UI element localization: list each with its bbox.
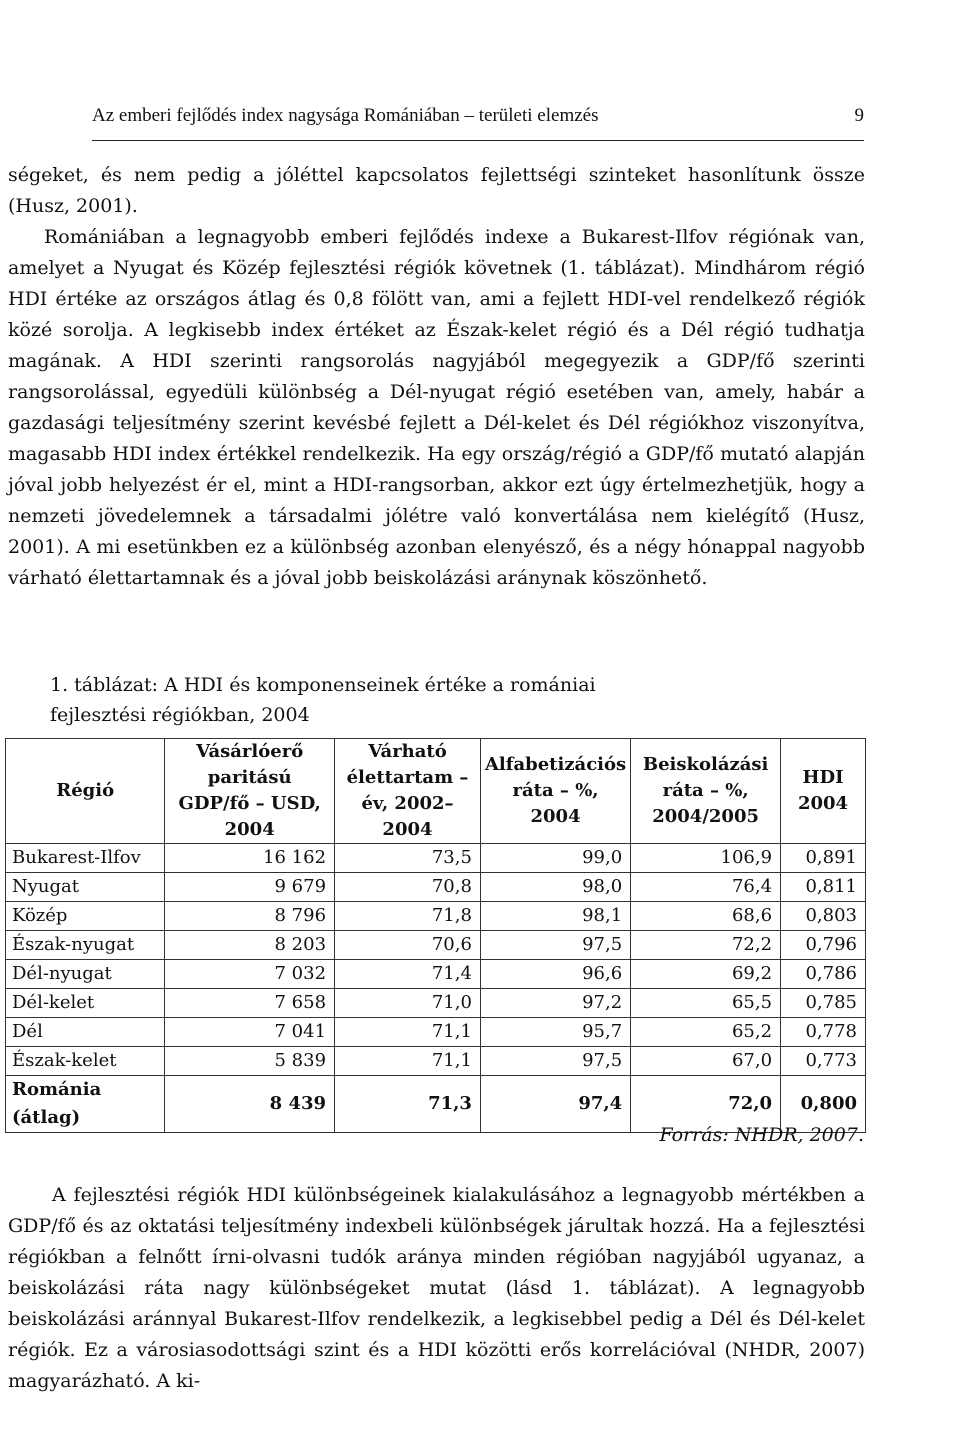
header-hdi: HDI 2004	[781, 739, 866, 844]
header-literacy: Alfabetizációs ráta – %, 2004	[480, 739, 630, 844]
cell-literacy: 97,5	[480, 931, 630, 960]
cell-hdi: 0,786	[781, 960, 866, 989]
paragraph-2-text: A fejlesztési régiók HDI különbségeinek kialakulásához a legnagyobb mértékben a GDP/fő és az oktatási teljesítmény indexbeli különbségek járultak hozzá. Ha a fejlesztési régiókban a felnőtt írni-olvasni tudók aránya minden régióban nagyjából ugyanaz, a beiskolázási ráta nagy különbségeket mutat (lásd 1. táblázat). A legnagyobb beiskolázási aránnyal Bukarest-Ilfov rendelkezik, a legkisebbel pedig a Dél és Dél-kelet régiók. Ez a városiasodottsági szint és a HDI közötti erős korrelációval (NHDR, 2007) magyarázható. A ki-	[8, 1184, 865, 1392]
cell-life: 71,1	[335, 1018, 481, 1047]
cell-enrolment: 72,2	[631, 931, 781, 960]
page-number: 9	[854, 105, 864, 126]
header-rule	[92, 140, 864, 141]
table-caption	[50, 670, 750, 730]
cell-region: Románia (átlag)	[6, 1076, 165, 1133]
paragraph-1-continuation: ségeket, és nem pedig a jóléttel kapcsolatos fejlettségi szinteket hasonlítunk össze (Husz, 2001).	[8, 164, 865, 217]
cell-literacy: 97,5	[480, 1047, 630, 1076]
cell-life: 71,4	[335, 960, 481, 989]
cell-gdp: 8 203	[165, 931, 335, 960]
table-caption-line-1: 1. táblázat: A HDI és komponenseinek értéke a romániai	[50, 674, 596, 696]
cell-region: Dél-kelet	[6, 989, 165, 1018]
cell-gdp: 8 439	[165, 1076, 335, 1133]
cell-gdp: 5 839	[165, 1047, 335, 1076]
cell-life: 73,5	[335, 844, 481, 873]
cell-region: Nyugat	[6, 873, 165, 902]
cell-region: Közép	[6, 902, 165, 931]
cell-region: Dél	[6, 1018, 165, 1047]
cell-literacy: 95,7	[480, 1018, 630, 1047]
cell-hdi: 0,785	[781, 989, 866, 1018]
cell-gdp: 16 162	[165, 844, 335, 873]
cell-region: Dél-nyugat	[6, 960, 165, 989]
cell-enrolment: 69,2	[631, 960, 781, 989]
cell-hdi: 0,796	[781, 931, 866, 960]
cell-hdi: 0,803	[781, 902, 866, 931]
cell-gdp: 8 796	[165, 902, 335, 931]
cell-life: 71,3	[335, 1076, 481, 1133]
cell-enrolment: 106,9	[631, 844, 781, 873]
header-life-expectancy: Várható élettartam – év, 2002–2004	[335, 739, 481, 844]
running-head	[92, 100, 864, 132]
header-region: Régió	[6, 739, 165, 844]
cell-gdp: 9 679	[165, 873, 335, 902]
table-row	[6, 960, 866, 989]
cell-life: 71,0	[335, 989, 481, 1018]
cell-hdi: 0,811	[781, 873, 866, 902]
table-row	[6, 1047, 866, 1076]
cell-enrolment: 68,6	[631, 902, 781, 931]
table-caption-line-2: fejlesztési régiókban, 2004	[50, 704, 310, 726]
running-title: Az emberi fejlődés index nagysága Romániában – területi elemzés	[92, 105, 599, 126]
cell-hdi: 0,891	[781, 844, 866, 873]
cell-region: Észak-kelet	[6, 1047, 165, 1076]
header-gdp: Vásárlóerő paritású GDP/fő – USD, 2004	[165, 739, 335, 844]
cell-region: Bukarest-Ilfov	[6, 844, 165, 873]
table-row	[6, 989, 866, 1018]
paragraph-1	[8, 160, 865, 594]
cell-hdi: 0,778	[781, 1018, 866, 1047]
cell-life: 70,8	[335, 873, 481, 902]
table-row	[6, 844, 866, 873]
header-enrolment: Beiskolázási ráta – %, 2004/2005	[631, 739, 781, 844]
cell-gdp: 7 032	[165, 960, 335, 989]
table-header-row	[6, 739, 866, 844]
table-row	[6, 902, 866, 931]
paragraph-2	[8, 1180, 865, 1397]
cell-life: 70,6	[335, 931, 481, 960]
cell-hdi: 0,773	[781, 1047, 866, 1076]
cell-region: Észak-nyugat	[6, 931, 165, 960]
cell-literacy: 98,1	[480, 902, 630, 931]
cell-literacy: 97,4	[480, 1076, 630, 1133]
cell-enrolment: 67,0	[631, 1047, 781, 1076]
cell-hdi: 0,800	[781, 1076, 866, 1133]
cell-life: 71,1	[335, 1047, 481, 1076]
table-row	[6, 873, 866, 902]
cell-enrolment: 65,5	[631, 989, 781, 1018]
table-row	[6, 1018, 866, 1047]
cell-literacy: 98,0	[480, 873, 630, 902]
cell-enrolment: 76,4	[631, 873, 781, 902]
cell-gdp: 7 658	[165, 989, 335, 1018]
cell-literacy: 97,2	[480, 989, 630, 1018]
cell-life: 71,8	[335, 902, 481, 931]
table-source: Forrás: NHDR, 2007.	[659, 1124, 864, 1146]
cell-enrolment: 72,0	[631, 1076, 781, 1133]
paragraph-1-main: Romániában a legnagyobb emberi fejlődés indexe a Bukarest-Ilfov régiónak van, amelyet a Nyugat és Közép fejlesztési régiók követnek (1. táblázat). Mindhárom régió HDI értéke az országos átlag és 0,8 fölött van, ami a fejlett HDI-vel rendelkező régiók közé sorolja. A legkisebb index értéket az Észak-kelet régió és a Dél régió tudhatja magának. A HDI szerinti rangsorolás nagyjából megegyezik a GDP/fő szerinti rangsorolással, egyedüli különbség a Dél-nyugat régió esetében van, amely, habár a gazdasági teljesítmény szerint kevésbé fejlett a Dél-kelet és Dél régiókhoz viszonyítva, magasabb HDI index értékkel rendelkezik. Ha egy ország/régió a GDP/fő mutató alapján jóval jobb helyezést ér el, mint a HDI-rangsorban, akkor ezt úgy értelmezhetjük, hogy a nemzeti jövedelemnek a társadalmi jólétre való konvertálása nem kielégítő (Husz, 2001). A mi esetünkben ez a különbség azonban elenyésző, és a négy hónappal nagyobb várható élettartamnak és a jóval jobb beiskolázási aránynak köszönhető.	[8, 226, 865, 589]
hdi-table	[5, 738, 866, 1133]
table-row	[6, 931, 866, 960]
cell-literacy: 96,6	[480, 960, 630, 989]
cell-gdp: 7 041	[165, 1018, 335, 1047]
table-body	[6, 844, 866, 1133]
cell-literacy: 99,0	[480, 844, 630, 873]
cell-enrolment: 65,2	[631, 1018, 781, 1047]
